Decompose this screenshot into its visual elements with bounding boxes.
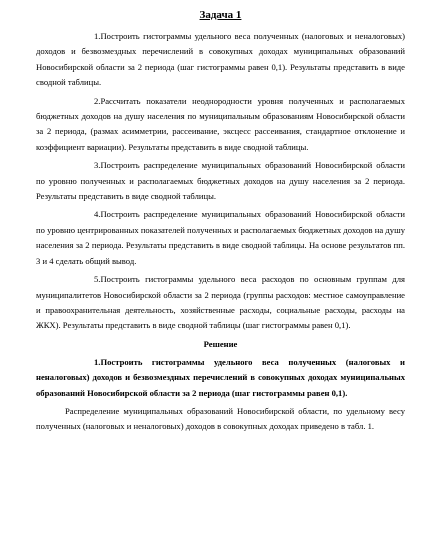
solution-item-number: 1.	[94, 356, 101, 367]
task-number-2: 2.	[94, 95, 101, 106]
task-text-1: Построить гистограммы удельного веса полученных (налоговых и неналоговых) доходов и безвозмездных перечислений в совокупных доходах муниципальных образований Новосибирской области за 2 периода (шаг гистограммы равен 0,1). Результаты представить в виде сводной таблицы.	[36, 31, 405, 88]
task-paragraph-2	[36, 94, 405, 156]
solution-heading: Решение	[203, 338, 238, 349]
task-paragraph-3	[36, 158, 405, 204]
task-text-5: Построить гистограммы удельного веса расходов по основным группам для муниципалитетов Новосибирской области за 2 периода (группы расходов: местное самоуправление и правоохранительная деятельность, хозяйственные расходы, социальные расходы, расходы на ЖКХ). Результаты представить в виде сводной таблицы (шаг гистограммы равен 0,1).	[36, 274, 405, 331]
task-number-5: 5.	[94, 274, 101, 285]
task-text-3: Построить распределение муниципальных образований Новосибирской области по уровню полученных и располагаемых бюджетных доходов на душу населения за 2 периода. Результаты представить в виде сводной таблицы.	[36, 160, 405, 202]
solution-item-text: Построить гистограммы удельного веса полученных (налоговых и неналоговых) доходов и безвозмездных перечислений в совокупных доходах муниципальных образований Новосибирской области за 2 периода (шаг гистограммы равен 0,1).	[36, 356, 405, 398]
task-paragraph-1	[36, 29, 405, 91]
page-title: Задача 1	[199, 9, 242, 21]
task-number-4: 4.	[94, 209, 101, 220]
task-paragraph-5	[36, 272, 405, 334]
solution-paragraph: Распределение муниципальных образований Новосибирской области, по удельному весу полученных (налоговых и неналоговых) доходов в совокупных доходах приведено в табл. 1.	[36, 405, 405, 432]
task-number-1: 1.	[94, 31, 101, 41]
task-number-3: 3.	[94, 160, 101, 171]
task-text-2: Рассчитать показатели неоднородности уровня полученных и располагаемых бюджетных доходов на душу населения по муниципальным образованиям Новосибирской области за 2 периода, (размах асимметрии, рассеивание, эксцесс рассеивания, стандартное отклонение и коэффициент вариации). Результаты представить в виде сводной таблицы.	[36, 95, 405, 152]
task-text-4: Построить распределение муниципальных образований Новосибирской области по уровню центрированных показателей полученных и располагаемых бюджетных доходов на душу населения за 2 периода. Результаты представить в виде сводной таблицы. На основе результатов пп. 3 и 4 сделать общий вывод.	[36, 209, 405, 266]
task-paragraph-4	[36, 207, 405, 269]
solution-item-1	[36, 355, 405, 401]
